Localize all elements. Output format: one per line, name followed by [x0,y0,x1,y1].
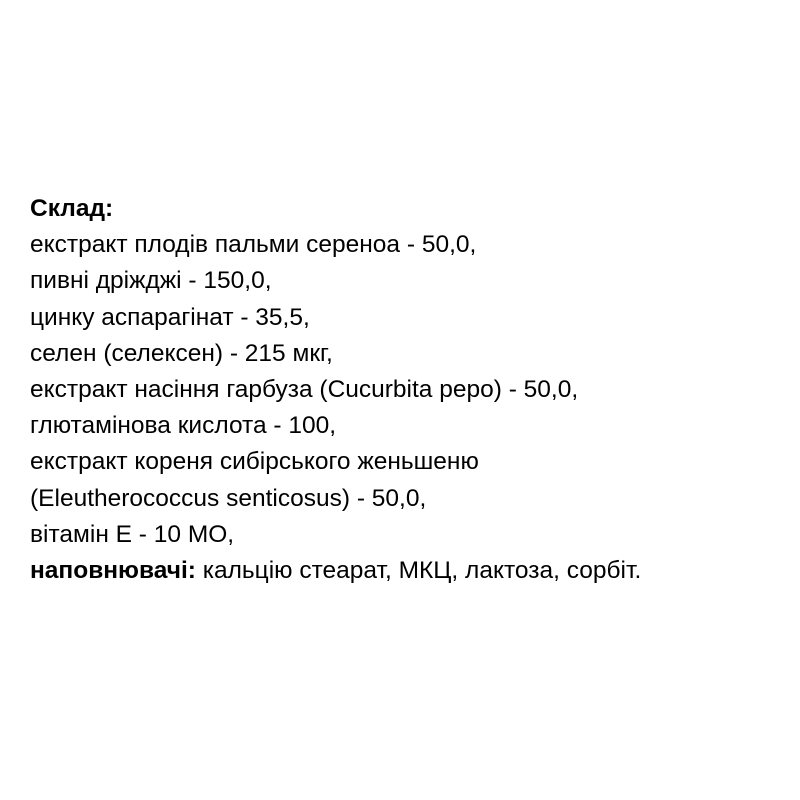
ingredient-line: селен (селексен) - 215 мкг, [30,339,333,367]
ingredient-line: цинку аспарагінат - 35,5, [30,303,310,331]
ingredient-line: (Eleutherococcus senticosus) - 50,0, [30,484,427,512]
fillers-text: кальцію стеарат, МКЦ, лактоза, сорбіт. [195,557,642,585]
composition-heading: Склад: [30,195,114,222]
ingredient-line: екстракт кореня сибірського женьшеню [30,448,479,476]
ingredient-line: глютамінова кислота - 100, [30,412,337,440]
composition-text-block [30,191,790,589]
ingredient-line: вітамін Е - 10 МО, [30,520,235,548]
fillers-label: наповнювачі: [30,557,196,585]
ingredient-line: екстракт плодів пальми сереноа - 50,0, [30,231,477,259]
ingredient-line: пивні дріжджі - 150,0, [30,267,272,295]
ingredient-line: екстракт насіння гарбуза (Cucurbita pepo) - 50,0, [30,376,579,404]
fillers-line [30,553,790,589]
